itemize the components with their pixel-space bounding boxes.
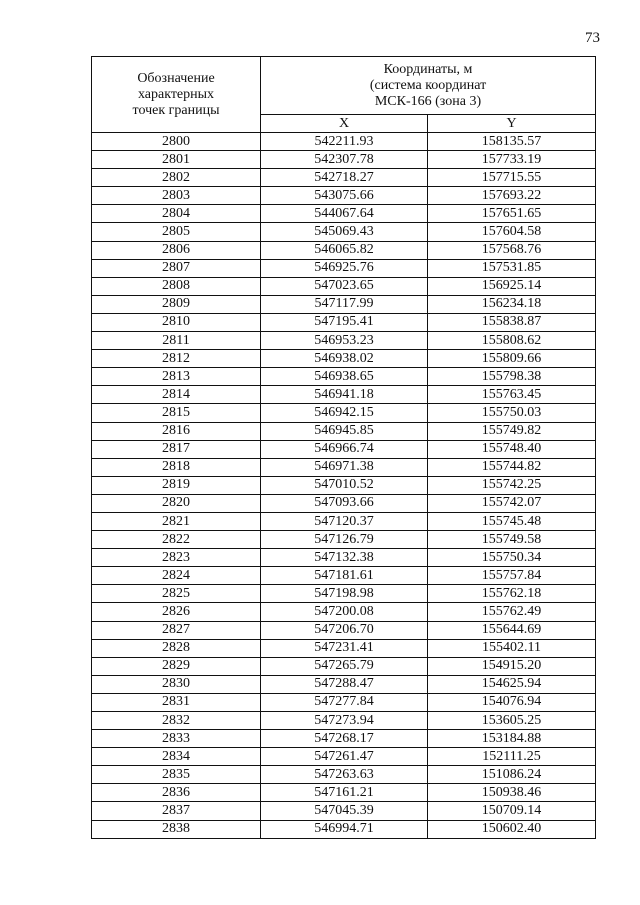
y-coordinate-cell: 155757.84	[428, 567, 596, 585]
table-row	[92, 567, 596, 585]
table-row	[92, 404, 596, 422]
point-id-cell: 2807	[92, 259, 261, 277]
x-coordinate-cell: 547117.99	[261, 295, 428, 313]
y-coordinate-cell: 157651.65	[428, 205, 596, 223]
point-id-cell: 2828	[92, 639, 261, 657]
table-row	[92, 223, 596, 241]
x-coordinate-cell: 547265.79	[261, 657, 428, 675]
point-id-cell: 2817	[92, 440, 261, 458]
y-coordinate-cell: 156234.18	[428, 295, 596, 313]
point-id-cell: 2812	[92, 350, 261, 368]
table-row	[92, 458, 596, 476]
table-row	[92, 295, 596, 313]
x-coordinate-cell: 545069.43	[261, 223, 428, 241]
point-id-cell: 2830	[92, 675, 261, 693]
y-coordinate-cell: 155742.25	[428, 476, 596, 494]
point-id-cell: 2801	[92, 151, 261, 169]
point-id-cell: 2838	[92, 820, 261, 838]
x-coordinate-cell: 547261.47	[261, 748, 428, 766]
point-id-cell: 2811	[92, 332, 261, 350]
table-row	[92, 350, 596, 368]
coordinates-table	[91, 56, 596, 839]
x-coordinate-cell: 547126.79	[261, 531, 428, 549]
y-coordinate-cell: 154076.94	[428, 693, 596, 711]
x-coordinate-cell: 547268.17	[261, 730, 428, 748]
point-id-cell: 2820	[92, 494, 261, 512]
table-row	[92, 476, 596, 494]
y-coordinate-cell: 150938.46	[428, 784, 596, 802]
y-coordinate-cell: 156925.14	[428, 277, 596, 295]
table-row	[92, 169, 596, 187]
y-coordinate-cell: 155762.18	[428, 585, 596, 603]
y-coordinate-cell: 154625.94	[428, 675, 596, 693]
table-row	[92, 585, 596, 603]
point-id-cell: 2815	[92, 404, 261, 422]
y-coordinate-cell: 157604.58	[428, 223, 596, 241]
y-coordinate-cell: 152111.25	[428, 748, 596, 766]
y-coordinate-cell: 155808.62	[428, 332, 596, 350]
x-coordinate-cell: 542718.27	[261, 169, 428, 187]
point-id-cell: 2806	[92, 241, 261, 259]
table-header	[92, 57, 596, 133]
table-row	[92, 820, 596, 838]
table-row	[92, 133, 596, 151]
table-row	[92, 657, 596, 675]
table-row	[92, 621, 596, 639]
x-coordinate-cell: 546945.85	[261, 422, 428, 440]
point-id-cell: 2836	[92, 784, 261, 802]
x-coordinate-cell: 547198.98	[261, 585, 428, 603]
x-coordinate-cell: 546953.23	[261, 332, 428, 350]
x-coordinate-cell: 546942.15	[261, 404, 428, 422]
x-coordinate-cell: 547206.70	[261, 621, 428, 639]
y-column-header: Y	[428, 115, 596, 133]
y-coordinate-cell: 151086.24	[428, 766, 596, 784]
y-coordinate-cell: 150709.14	[428, 802, 596, 820]
x-coordinate-cell: 547023.65	[261, 277, 428, 295]
point-id-cell: 2804	[92, 205, 261, 223]
y-coordinate-cell: 155809.66	[428, 350, 596, 368]
point-id-cell: 2810	[92, 313, 261, 331]
coords-header-line: Координаты, м	[383, 61, 473, 77]
x-coordinate-cell: 547277.84	[261, 693, 428, 711]
y-coordinate-cell: 154915.20	[428, 657, 596, 675]
table-row	[92, 368, 596, 386]
table-row	[92, 187, 596, 205]
page-number: 73	[585, 30, 600, 46]
y-coordinate-cell: 155838.87	[428, 313, 596, 331]
y-coordinate-cell: 155644.69	[428, 621, 596, 639]
point-id-cell: 2837	[92, 802, 261, 820]
point-id-cell: 2833	[92, 730, 261, 748]
x-coordinate-cell: 547263.63	[261, 766, 428, 784]
table-row	[92, 205, 596, 223]
table-body	[92, 133, 596, 839]
points-header-line: точек границы	[132, 102, 220, 118]
y-coordinate-cell: 158135.57	[428, 133, 596, 151]
table-row	[92, 422, 596, 440]
y-coordinate-cell: 157531.85	[428, 259, 596, 277]
point-id-cell: 2827	[92, 621, 261, 639]
y-coordinate-cell: 155798.38	[428, 368, 596, 386]
point-id-cell: 2825	[92, 585, 261, 603]
x-coordinate-cell: 547045.39	[261, 802, 428, 820]
y-coordinate-cell: 157568.76	[428, 241, 596, 259]
table-row	[92, 730, 596, 748]
y-coordinate-cell: 155742.07	[428, 494, 596, 512]
point-id-cell: 2823	[92, 549, 261, 567]
point-id-cell: 2821	[92, 512, 261, 530]
point-id-cell: 2818	[92, 458, 261, 476]
y-coordinate-cell: 155745.48	[428, 512, 596, 530]
y-coordinate-cell: 157715.55	[428, 169, 596, 187]
x-coordinate-cell: 546941.18	[261, 386, 428, 404]
point-id-cell: 2802	[92, 169, 261, 187]
x-coordinate-cell: 546966.74	[261, 440, 428, 458]
x-coordinate-cell: 543075.66	[261, 187, 428, 205]
table-row	[92, 241, 596, 259]
table-row	[92, 531, 596, 549]
point-id-cell: 2800	[92, 133, 261, 151]
x-coordinate-cell: 547273.94	[261, 712, 428, 730]
x-coordinate-cell: 547093.66	[261, 494, 428, 512]
y-coordinate-cell: 155749.58	[428, 531, 596, 549]
point-id-cell: 2803	[92, 187, 261, 205]
coords-header-line: МСК-166 (зона 3)	[374, 93, 482, 109]
table-row	[92, 766, 596, 784]
points-header-line: характерных	[137, 86, 215, 102]
x-coordinate-cell: 546938.02	[261, 350, 428, 368]
x-coordinate-cell: 547132.38	[261, 549, 428, 567]
x-coordinate-cell: 547181.61	[261, 567, 428, 585]
y-coordinate-cell: 157733.19	[428, 151, 596, 169]
points-column-header	[92, 57, 261, 133]
point-id-cell: 2814	[92, 386, 261, 404]
x-coordinate-cell: 542211.93	[261, 133, 428, 151]
point-id-cell: 2834	[92, 748, 261, 766]
y-coordinate-cell: 155402.11	[428, 639, 596, 657]
table-row	[92, 675, 596, 693]
point-id-cell: 2835	[92, 766, 261, 784]
table-row	[92, 603, 596, 621]
x-coordinate-cell: 546065.82	[261, 241, 428, 259]
point-id-cell: 2826	[92, 603, 261, 621]
table-row	[92, 712, 596, 730]
x-column-header: X	[261, 115, 428, 133]
y-coordinate-cell: 155744.82	[428, 458, 596, 476]
table-row	[92, 259, 596, 277]
point-id-cell: 2822	[92, 531, 261, 549]
table-row	[92, 313, 596, 331]
table-row	[92, 693, 596, 711]
x-coordinate-cell: 547195.41	[261, 313, 428, 331]
y-coordinate-cell: 155749.82	[428, 422, 596, 440]
table-row	[92, 549, 596, 567]
y-coordinate-cell: 155750.03	[428, 404, 596, 422]
x-coordinate-cell: 544067.64	[261, 205, 428, 223]
x-coordinate-cell: 547120.37	[261, 512, 428, 530]
table-row	[92, 802, 596, 820]
x-coordinate-cell: 542307.78	[261, 151, 428, 169]
table-row	[92, 494, 596, 512]
point-id-cell: 2808	[92, 277, 261, 295]
table-row	[92, 748, 596, 766]
y-coordinate-cell: 153605.25	[428, 712, 596, 730]
x-coordinate-cell: 546925.76	[261, 259, 428, 277]
point-id-cell: 2831	[92, 693, 261, 711]
y-coordinate-cell: 155748.40	[428, 440, 596, 458]
point-id-cell: 2832	[92, 712, 261, 730]
y-coordinate-cell: 155763.45	[428, 386, 596, 404]
x-coordinate-cell: 546971.38	[261, 458, 428, 476]
point-id-cell: 2819	[92, 476, 261, 494]
y-coordinate-cell: 150602.40	[428, 820, 596, 838]
y-coordinate-cell: 155762.49	[428, 603, 596, 621]
table-row	[92, 151, 596, 169]
x-coordinate-cell: 547231.41	[261, 639, 428, 657]
coords-header-line: (система координат	[369, 77, 487, 93]
point-id-cell: 2805	[92, 223, 261, 241]
table-row	[92, 277, 596, 295]
x-coordinate-cell: 547288.47	[261, 675, 428, 693]
point-id-cell: 2824	[92, 567, 261, 585]
y-coordinate-cell: 153184.88	[428, 730, 596, 748]
point-id-cell: 2813	[92, 368, 261, 386]
x-coordinate-cell: 547200.08	[261, 603, 428, 621]
point-id-cell: 2829	[92, 657, 261, 675]
table-row	[92, 386, 596, 404]
table-row	[92, 332, 596, 350]
table-row	[92, 639, 596, 657]
x-coordinate-cell: 546938.65	[261, 368, 428, 386]
x-coordinate-cell: 547010.52	[261, 476, 428, 494]
table-row	[92, 512, 596, 530]
coordinates-column-header	[261, 57, 596, 115]
table-row	[92, 784, 596, 802]
point-id-cell: 2809	[92, 295, 261, 313]
table-row	[92, 440, 596, 458]
x-coordinate-cell: 546994.71	[261, 820, 428, 838]
points-header-line: Обозначение	[137, 70, 215, 86]
x-coordinate-cell: 547161.21	[261, 784, 428, 802]
y-coordinate-cell: 157693.22	[428, 187, 596, 205]
y-coordinate-cell: 155750.34	[428, 549, 596, 567]
point-id-cell: 2816	[92, 422, 261, 440]
